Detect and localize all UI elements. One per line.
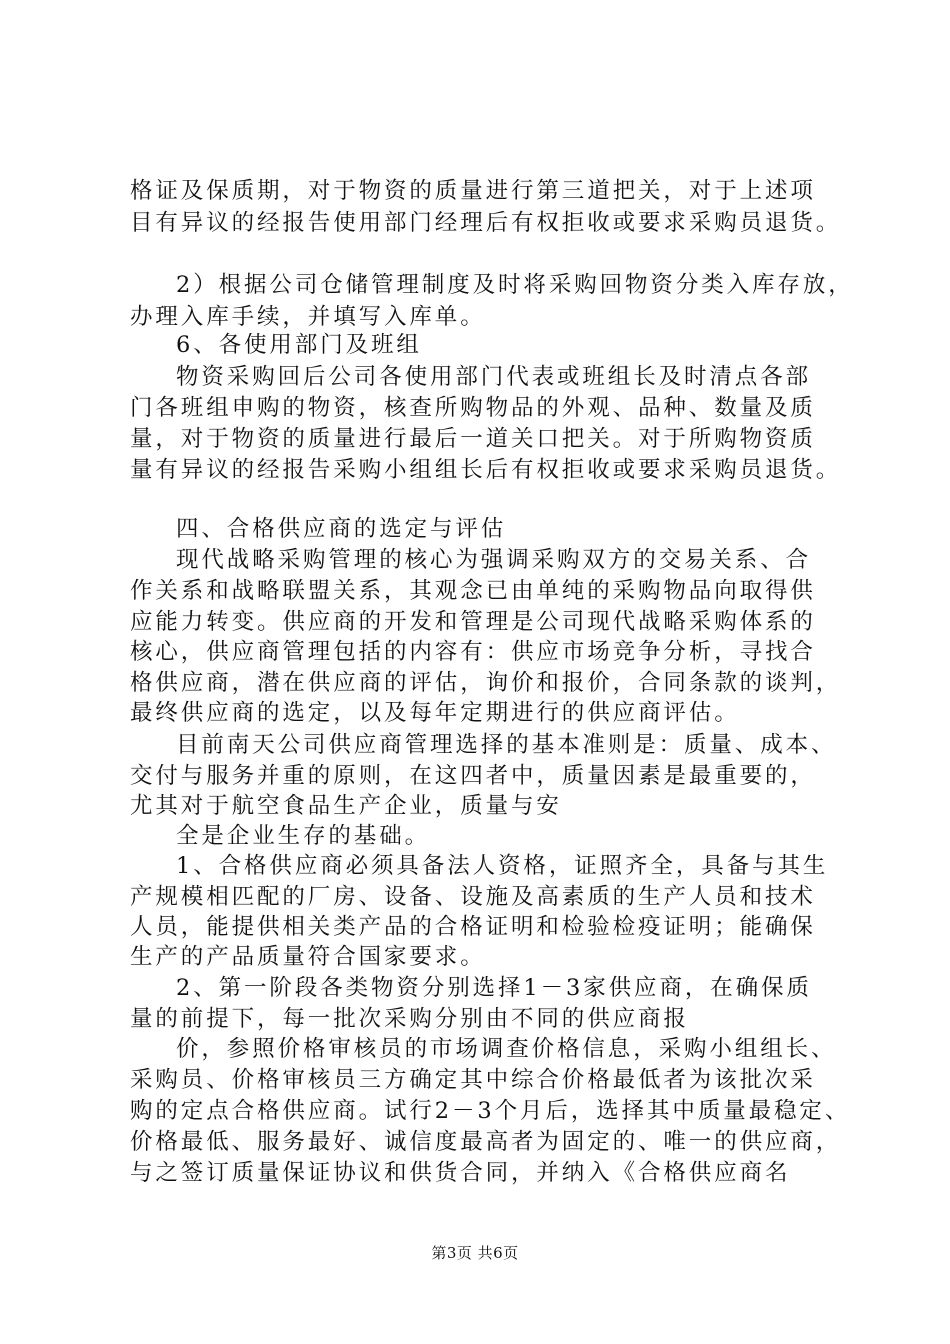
- text-line: 全是企业生存的基础。: [176, 823, 431, 849]
- text-line: 交付与服务并重的原则，在这四者中，质量因素是最重要的，: [130, 763, 816, 789]
- text-line: 2）根据公司仓储管理制度及时将采购回物资分类入库存放，: [176, 272, 854, 298]
- text-line: 量有异议的经报告采购小组组长后有权拒收或要求采购员退货。: [130, 457, 842, 483]
- text-line: 价，参照价格审核员的市场调查价格信息，采购小组组长、: [176, 1036, 837, 1062]
- text-line: 应能力转变。供应商的开发和管理是公司现代战略采购体系的: [130, 609, 816, 635]
- text-line: 办理入库手续，并填写入库单。: [130, 304, 486, 330]
- text-line: 目有异议的经报告使用部门经理后有权拒收或要求采购员退货。: [130, 210, 842, 236]
- text-line: 目前南天公司供应商管理选择的基本准则是：质量、成本、: [176, 732, 837, 758]
- text-line: 物资采购回后公司各使用部门代表或班组长及时清点各部: [176, 364, 812, 390]
- text-line: 生产的产品质量符合国家要求。: [130, 944, 486, 970]
- text-line: 格证及保质期，对于物资的质量进行第三道把关，对于上述项: [130, 178, 816, 204]
- text-line: 最终供应商的选定，以及每年定期进行的供应商评估。: [130, 700, 740, 726]
- text-line: 作关系和战略联盟关系，其观念已由单纯的采购物品向取得供: [130, 578, 816, 604]
- text-line: 格供应商，潜在供应商的评估，询价和报价，合同条款的谈判，: [130, 670, 842, 696]
- text-line: 量，对于物资的质量进行最后一道关口把关。对于所购物资质: [130, 426, 816, 452]
- text-line: 门各班组申购的物资，核查所购物品的外观、品种、数量及质: [130, 395, 816, 421]
- text-line: 尤其对于航空食品生产企业，质量与安: [130, 793, 562, 819]
- text-line: 1、合格供应商必须具备法人资格，证照齐全，具备与其生: [176, 853, 829, 879]
- text-line: 采购员、价格审核员三方确定其中综合价格最低者为该批次采: [130, 1067, 816, 1093]
- text-line: 与之签订质量保证协议和供货合同，并纳入《合格供应商名: [130, 1160, 791, 1186]
- text-line: 人员，能提供相关类产品的合格证明和检验检疫证明；能确保: [130, 914, 816, 940]
- section-heading: 6、各使用部门及班组: [176, 332, 422, 358]
- text-line: 现代战略采购管理的核心为强调采购双方的交易关系、合: [176, 547, 812, 573]
- text-line: 价格最低、服务最好、诚信度最高者为固定的、唯一的供应商，: [130, 1129, 842, 1155]
- page-number-footer: 第3页 共6页: [431, 1244, 519, 1262]
- text-line: 量的前提下，每一批次采购分别由不同的供应商报: [130, 1006, 689, 1032]
- text-line: 购的定点合格供应商。试行2－3个月后，选择其中质量最稳定、: [130, 1098, 851, 1124]
- text-line: 产规模相匹配的厂房、设备、设施及高素质的生产人员和技术: [130, 884, 816, 910]
- text-line: 2、第一阶段各类物资分别选择1－3家供应商，在确保质: [176, 975, 812, 1001]
- text-line: 核心，供应商管理包括的内容有：供应市场竞争分析，寻找合: [130, 639, 816, 665]
- section-heading: 四、合格供应商的选定与评估: [176, 516, 507, 542]
